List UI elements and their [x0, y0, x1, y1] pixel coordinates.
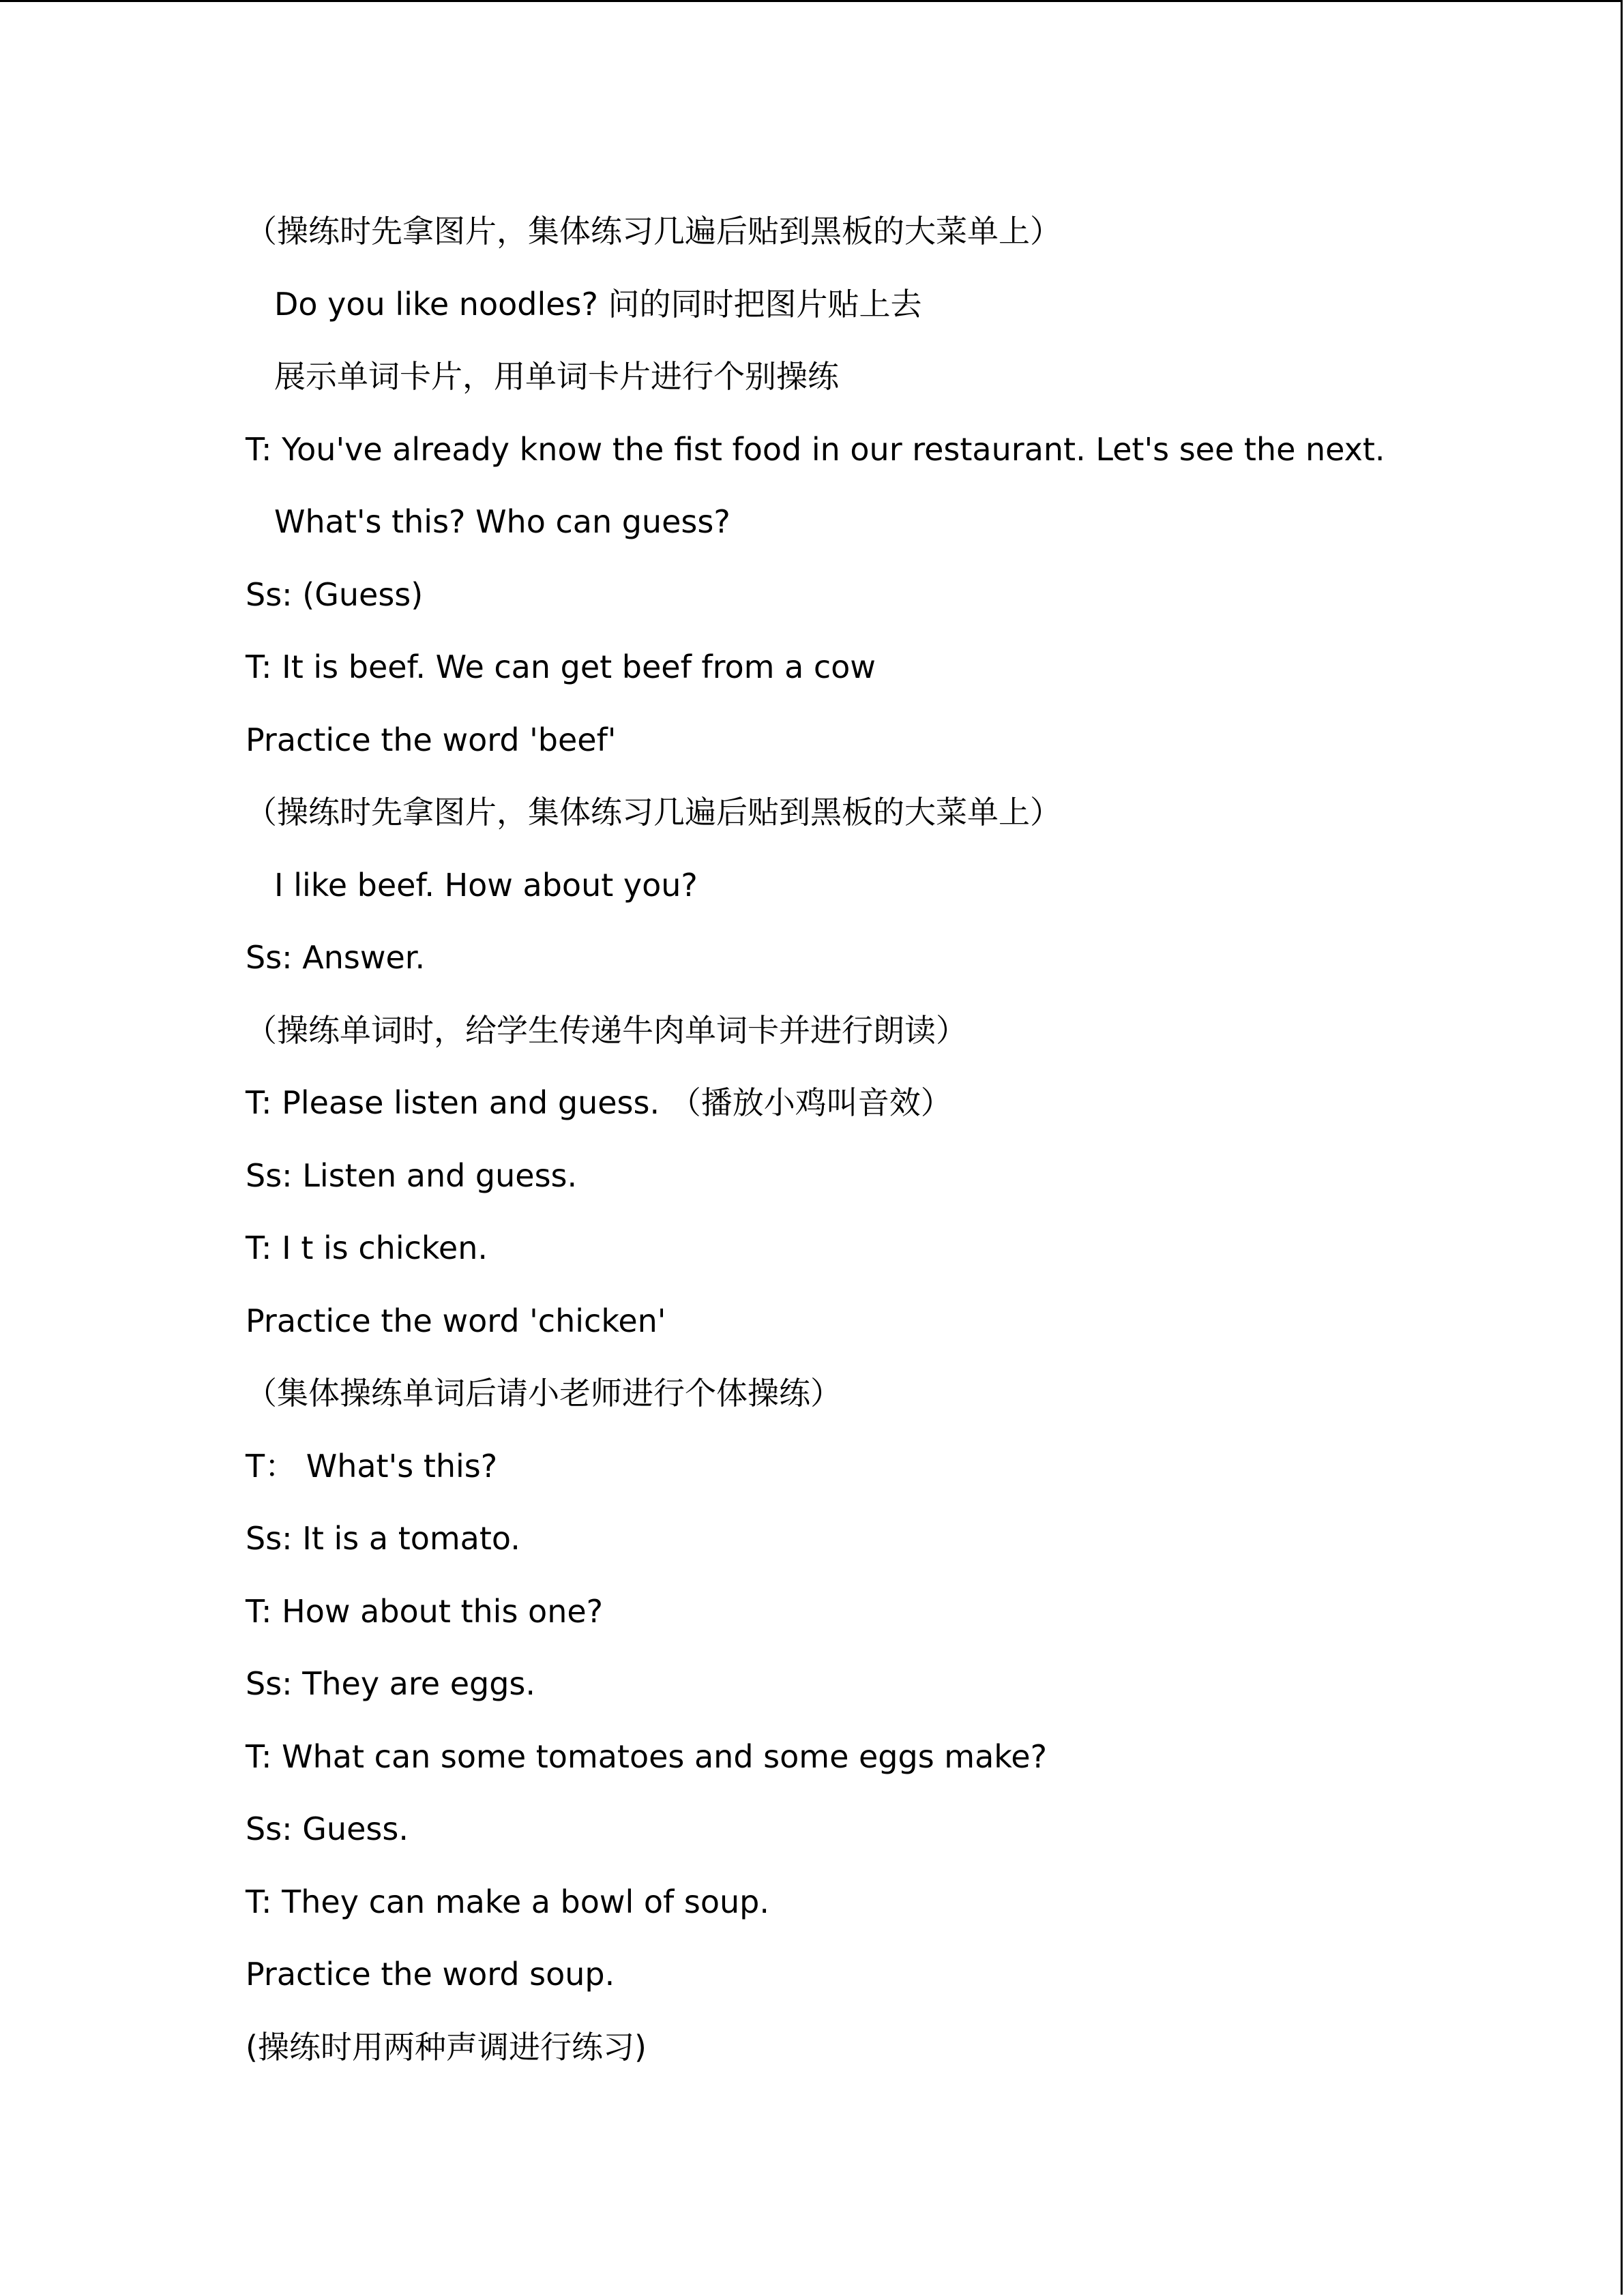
document-body: [246, 195, 1541, 2083]
text-line-16: Practice the word 'chicken': [246, 1302, 666, 1339]
text-line-25: Practice the word soup.: [246, 1956, 615, 1993]
text-line-2: Do you like noodles? 问的同时把图片贴上去: [274, 285, 922, 323]
text-line-23: Ss: Guess.: [246, 1810, 409, 1847]
text-line-20: T: How about this one?: [246, 1592, 604, 1630]
text-line-22: T: What can some tomatoes and some eggs make?: [246, 1738, 1047, 1775]
text-line-19: Ss: It is a tomato.: [246, 1520, 520, 1557]
text-line-13: T: Please listen and guess. （播放小鸡叫音效）: [246, 1084, 952, 1121]
text-line-5: What's this? Who can guess?: [274, 503, 730, 540]
text-line-18: T： What's this?: [246, 1447, 498, 1485]
text-line-12: （操练单词时，给学生传递牛肉单词卡并进行朗读）: [246, 1011, 967, 1049]
text-line-3: 展示单词卡片，用单词卡片进行个别操练: [274, 358, 839, 395]
text-line-8: Practice the word 'beef': [246, 721, 617, 758]
text-line-4: T: You've already know the fist food in our restaurant. Let's see the next.: [246, 430, 1385, 468]
text-line-6: Ss: (Guess): [246, 576, 424, 613]
text-line-15: T: I t is chicken.: [246, 1229, 488, 1266]
text-line-10: I like beef. How about you?: [274, 866, 698, 904]
text-line-14: Ss: Listen and guess.: [246, 1157, 578, 1194]
text-line-26: (操练时用两种声调进行练习): [246, 2028, 647, 2066]
text-line-21: Ss: They are eggs.: [246, 1665, 535, 1702]
text-line-7: T: It is beef. We can get beef from a cow: [246, 648, 876, 685]
text-line-9: （操练时先拿图片，集体练习几遍后贴到黑板的大菜单上）: [246, 794, 1061, 831]
text-line-11: Ss: Answer.: [246, 939, 426, 976]
text-line-17: （集体操练单词后请小老师进行个体操练）: [246, 1375, 842, 1412]
text-line-1: （操练时先拿图片，集体练习几遍后贴到黑板的大菜单上）: [246, 213, 1061, 250]
text-line-24: T: They can make a bowl of soup.: [246, 1883, 769, 1920]
